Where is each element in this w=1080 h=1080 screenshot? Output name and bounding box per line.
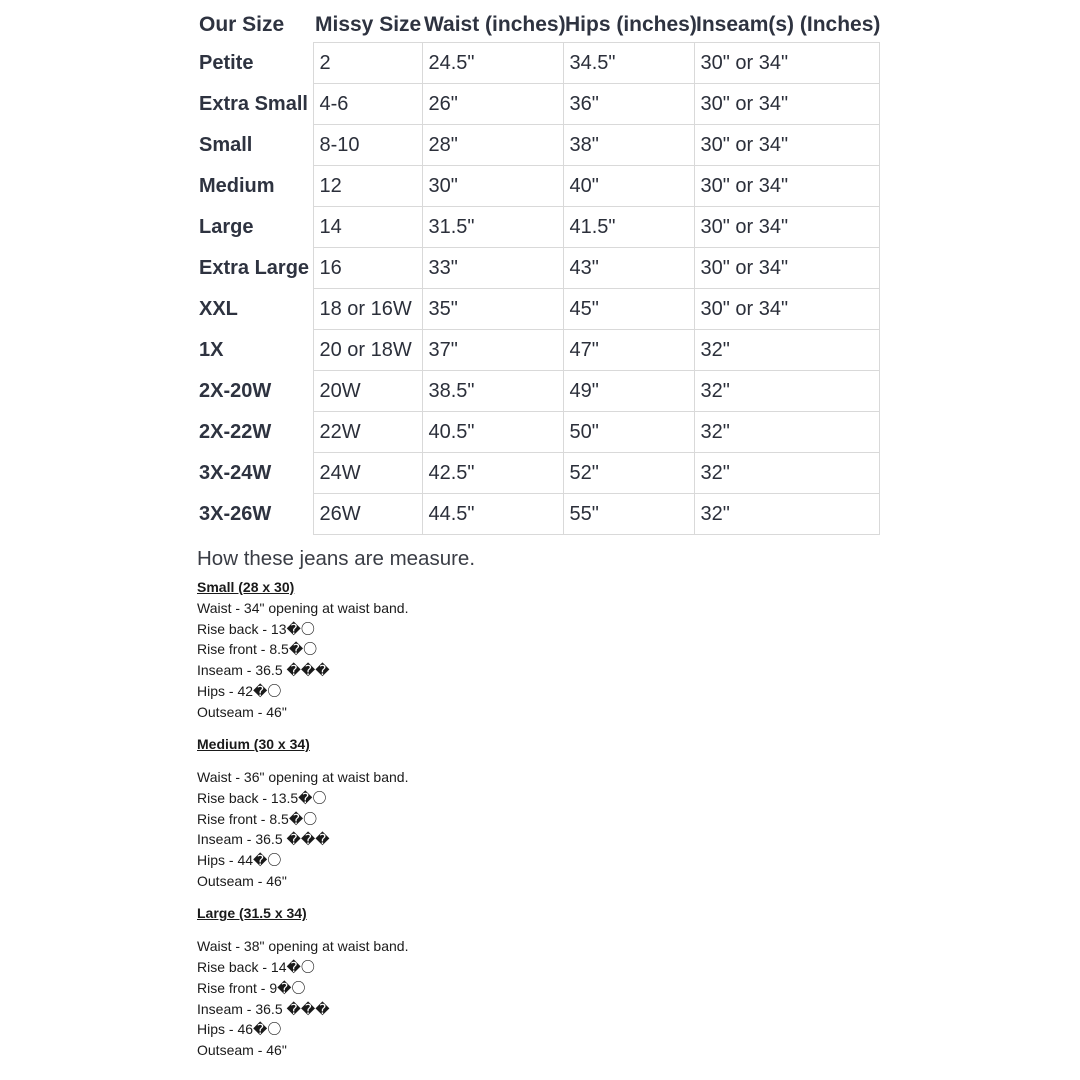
hips-cell: 40": [563, 166, 694, 207]
missy-size-cell: 26W: [313, 494, 422, 535]
section-title: Small (28 x 30): [197, 579, 295, 595]
hips-cell: 34.5": [563, 43, 694, 84]
measurement-line: Rise front - 8.5�〇: [197, 641, 318, 658]
waist-cell: 28": [422, 125, 563, 166]
size-label-cell: Extra Small: [199, 92, 308, 115]
waist-cell: 42.5": [422, 453, 563, 494]
section-title: Medium (30 x 34): [197, 736, 310, 753]
waist-cell: 38.5": [422, 371, 563, 412]
table-row: [196, 412, 879, 453]
waist-cell: 37": [422, 330, 563, 371]
hips-cell: 41.5": [563, 207, 694, 248]
missy-size-cell: 22W: [313, 412, 422, 453]
measurement-section-large: [197, 903, 896, 1060]
table-row: [196, 494, 879, 535]
hips-cell: 49": [563, 371, 694, 412]
measurement-line: Outseam - 46": [197, 1041, 287, 1058]
hips-cell: 52": [563, 453, 694, 494]
header-our-size: Our Size: [199, 13, 285, 37]
inseam-cell: 30" or 34": [694, 207, 879, 248]
inseam-cell: 32": [694, 453, 879, 494]
hips-cell: 47": [563, 330, 694, 371]
missy-size-cell: 16: [313, 248, 422, 289]
measurement-line: Inseam - 36.5 ���: [197, 831, 330, 848]
missy-size-cell: 12: [313, 166, 422, 207]
measurement-section-small: [197, 577, 896, 722]
table-row: [196, 371, 879, 412]
section-title: Large (31.5 x 34): [197, 905, 307, 922]
size-chart-table: [196, 8, 880, 535]
size-label-cell: Large: [199, 215, 254, 238]
size-chart-header-row: [196, 8, 879, 43]
waist-cell: 24.5": [422, 43, 563, 84]
size-label-cell: 1X: [199, 338, 224, 361]
missy-size-cell: 2: [313, 43, 422, 84]
table-row: [196, 289, 879, 330]
missy-size-cell: 4-6: [313, 84, 422, 125]
size-label-cell: Petite: [199, 51, 254, 74]
measurement-line: Outseam - 46": [197, 703, 287, 720]
missy-size-cell: 14: [313, 207, 422, 248]
missy-size-cell: 20 or 18W: [313, 330, 422, 371]
hips-cell: 45": [563, 289, 694, 330]
size-guide-page: [196, 8, 896, 1061]
header-waist: Waist (inches): [424, 13, 566, 36]
hips-cell: 38": [563, 125, 694, 166]
measurement-line: Outseam - 46": [197, 872, 287, 889]
inseam-cell: 30" or 34": [694, 289, 879, 330]
header-inseam: Inseam(s) (Inches): [696, 13, 881, 36]
size-label-cell: 2X-20W: [199, 379, 272, 402]
missy-size-cell: 18 or 16W: [313, 289, 422, 330]
measurement-line: Rise back - 13.5�〇: [197, 789, 327, 806]
inseam-cell: 30" or 34": [694, 125, 879, 166]
hips-cell: 55": [563, 494, 694, 535]
measurement-line: Rise back - 14�〇: [197, 959, 315, 976]
inseam-cell: 32": [694, 330, 879, 371]
inseam-cell: 30" or 34": [694, 43, 879, 84]
inseam-cell: 30" or 34": [694, 248, 879, 289]
hips-cell: 43": [563, 248, 694, 289]
size-label-cell: Extra Large: [199, 256, 310, 279]
inseam-cell: 30" or 34": [694, 84, 879, 125]
missy-size-cell: 24W: [313, 453, 422, 494]
header-missy-size: Missy Size: [315, 13, 422, 36]
inseam-cell: 32": [694, 371, 879, 412]
table-row: [196, 43, 879, 84]
size-label-cell: 2X-22W: [199, 420, 272, 443]
measurement-line: Hips - 46�〇: [197, 1021, 282, 1038]
table-row: [196, 207, 879, 248]
size-label-cell: Medium: [199, 174, 275, 197]
missy-size-cell: 20W: [313, 371, 422, 412]
inseam-cell: 30" or 34": [694, 166, 879, 207]
measurement-line: Waist - 34" opening at waist band.: [197, 600, 409, 616]
waist-cell: 35": [422, 289, 563, 330]
size-label-cell: Small: [199, 133, 253, 156]
measurement-line: Rise front - 8.5�〇: [197, 810, 318, 827]
size-label-cell: 3X-26W: [199, 502, 272, 525]
size-label-cell: XXL: [199, 297, 238, 320]
waist-cell: 26": [422, 84, 563, 125]
measurement-line: Waist - 38" opening at waist band.: [197, 938, 409, 955]
measurement-line: Hips - 42�〇: [197, 682, 282, 699]
measurement-line: Inseam - 36.5 ���: [197, 1000, 330, 1017]
measurement-notes-title: How these jeans are measure.: [197, 547, 476, 570]
measurement-notes: [196, 547, 896, 1061]
table-row: [196, 125, 879, 166]
inseam-cell: 32": [694, 412, 879, 453]
measurement-line: Hips - 44�〇: [197, 852, 282, 869]
table-row: [196, 453, 879, 494]
table-row: [196, 84, 879, 125]
waist-cell: 30": [422, 166, 563, 207]
waist-cell: 33": [422, 248, 563, 289]
missy-size-cell: 8-10: [313, 125, 422, 166]
measurement-line: Inseam - 36.5 ���: [197, 662, 330, 679]
measurement-line: Rise back - 13�〇: [197, 620, 315, 637]
measurement-line: Waist - 36" opening at waist band.: [197, 769, 409, 786]
header-hips: Hips (inches): [565, 13, 697, 36]
table-row: [196, 330, 879, 371]
table-row: [196, 166, 879, 207]
measurement-line: Rise front - 9�〇: [197, 979, 306, 996]
waist-cell: 31.5": [422, 207, 563, 248]
hips-cell: 50": [563, 412, 694, 453]
table-row: [196, 248, 879, 289]
inseam-cell: 32": [694, 494, 879, 535]
measurement-section-medium: [197, 734, 896, 891]
hips-cell: 36": [563, 84, 694, 125]
waist-cell: 40.5": [422, 412, 563, 453]
waist-cell: 44.5": [422, 494, 563, 535]
size-label-cell: 3X-24W: [199, 461, 272, 484]
